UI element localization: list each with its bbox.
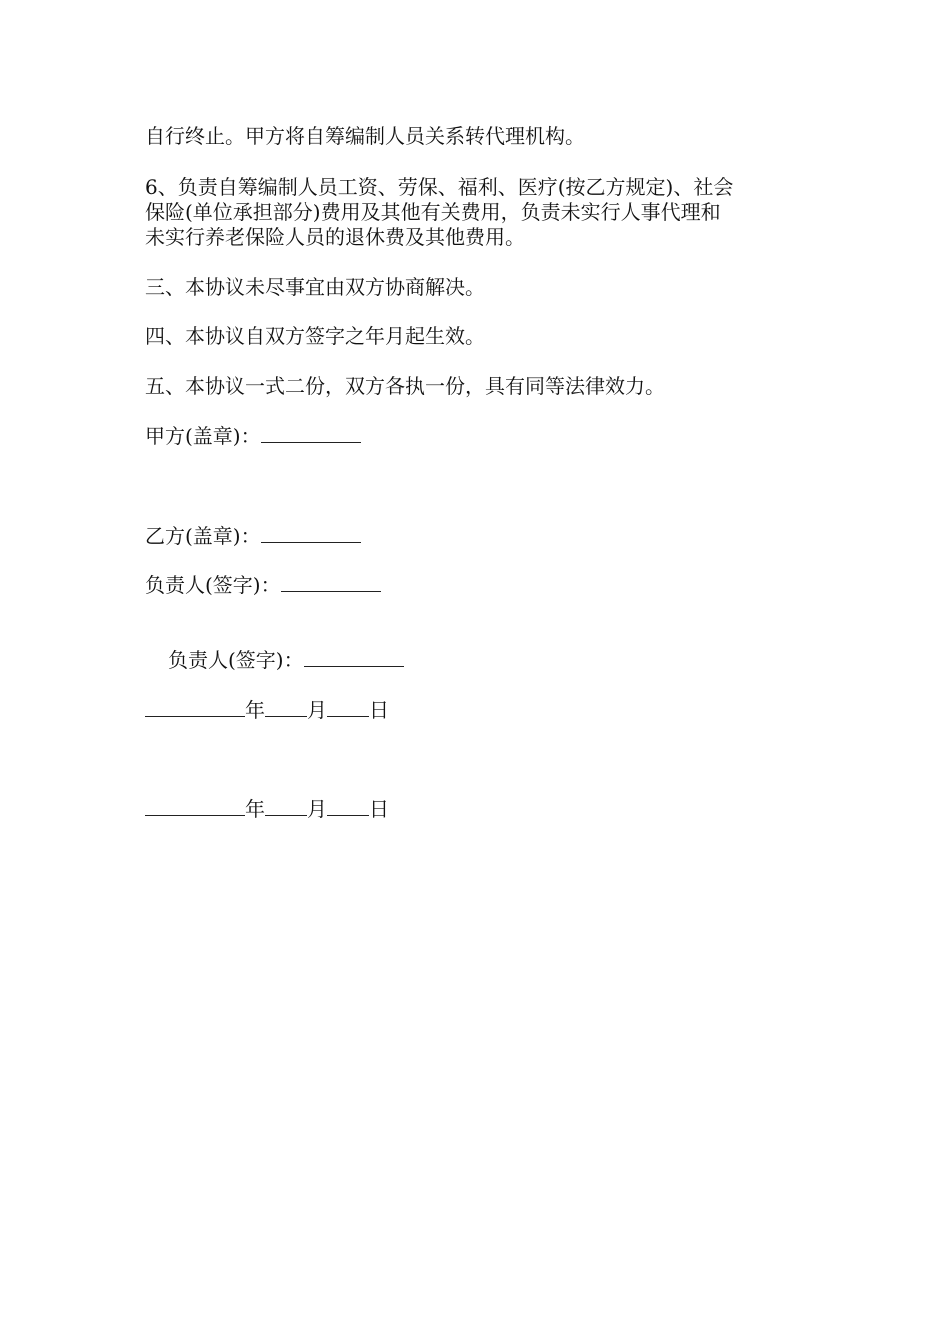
responsible-signature-line-2: [168, 648, 404, 672]
paragraph-line: 未实行养老保险人员的退休费及其他费用。: [145, 225, 525, 249]
month-label: 月: [307, 698, 327, 722]
paragraph-item-6: [145, 175, 815, 250]
responsible-signature-blank[interactable]: [281, 575, 381, 592]
party-a-seal-blank[interactable]: [261, 426, 361, 443]
paragraph-clause-4: 四、本协议自双方签字之年月起生效。: [145, 324, 485, 348]
party-a-seal-line: [145, 424, 361, 448]
day-blank[interactable]: [327, 700, 369, 717]
paragraph-continuation: 自行终止。甲方将自筹编制人员关系转代理机构。: [145, 124, 585, 148]
year-label: 年: [245, 797, 265, 821]
day-label: 日: [369, 698, 389, 722]
party-b-seal-blank[interactable]: [261, 526, 361, 543]
date-line-1: [145, 698, 389, 722]
month-blank[interactable]: [265, 700, 307, 717]
responsible-signature-line: [145, 573, 381, 597]
party-b-label: 乙方(盖章)：: [145, 524, 261, 548]
date-line-2: [145, 797, 389, 821]
day-blank[interactable]: [327, 799, 369, 816]
responsible-label-2: 负责人(签字)：: [168, 648, 304, 672]
day-label: 日: [369, 797, 389, 821]
party-a-label: 甲方(盖章)：: [145, 424, 261, 448]
paragraph-clause-3: 三、本协议未尽事宜由双方协商解决。: [145, 275, 485, 299]
month-label: 月: [307, 797, 327, 821]
party-b-seal-line: [145, 524, 361, 548]
year-blank[interactable]: [145, 700, 245, 717]
responsible-signature-blank-2[interactable]: [304, 650, 404, 667]
year-blank[interactable]: [145, 799, 245, 816]
paragraph-line: 6、负责自筹编制人员工资、劳保、福利、医疗(按乙方规定)、社会: [145, 175, 734, 199]
month-blank[interactable]: [265, 799, 307, 816]
paragraph-line: 保险(单位承担部分)费用及其他有关费用，负责未实行人事代理和: [145, 200, 721, 224]
responsible-label: 负责人(签字)：: [145, 573, 281, 597]
paragraph-clause-5: 五、本协议一式二份，双方各执一份，具有同等法律效力。: [145, 374, 665, 398]
year-label: 年: [245, 698, 265, 722]
